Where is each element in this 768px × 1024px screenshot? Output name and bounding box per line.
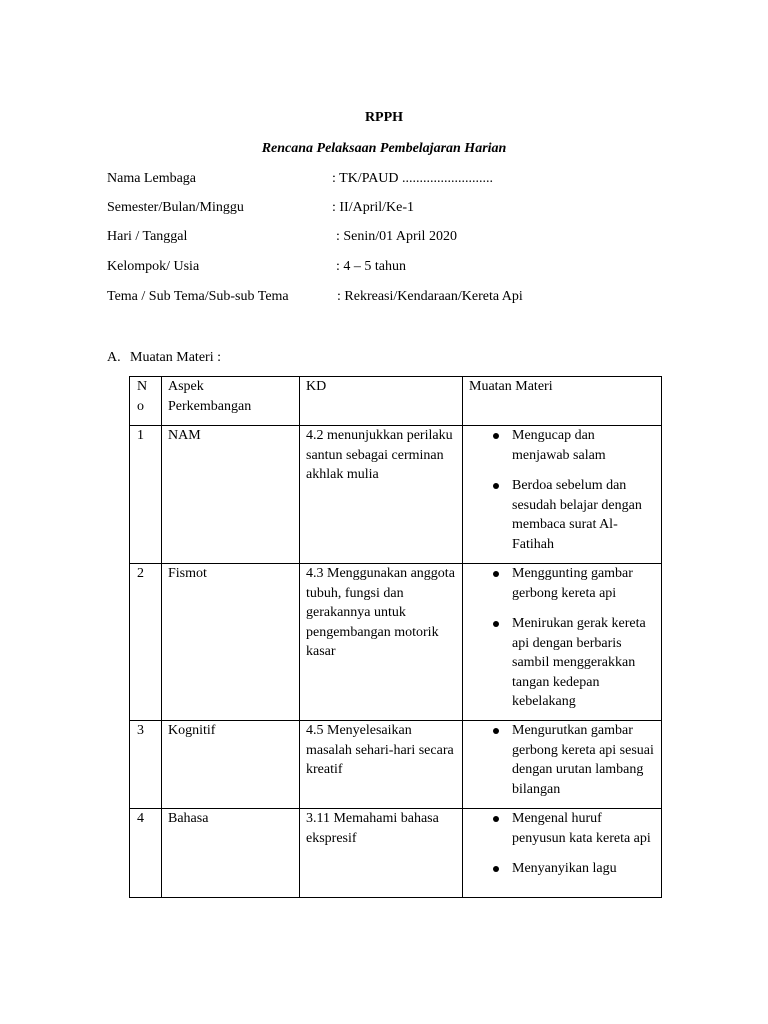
- cell-kd: 4.3 Menggunakan anggota tubuh, fungsi dan gerakannya untuk pengembangan motorik kasar: [300, 564, 463, 721]
- cell-materi: [463, 721, 662, 809]
- info-label: Tema / Sub Tema/Sub-sub Tema: [107, 289, 289, 304]
- cell-kd: 4.2 menunjukkan perilaku santun sebagai cerminan akhlak mulia: [300, 426, 463, 564]
- section-letter: A.: [107, 350, 121, 365]
- cell-materi: [463, 564, 662, 721]
- list-item: Menirukan gerak kereta api dengan berbaris sambil menggerakkan tangan kedepan kebelakang: [469, 614, 655, 712]
- info-label: Semester/Bulan/Minggu: [107, 200, 244, 215]
- list-item: Menggunting gambar gerbong kereta api: [469, 564, 655, 603]
- bullet-icon: [493, 728, 499, 734]
- muatan-materi-table: [129, 376, 662, 898]
- info-value: : 4 – 5 tahun: [336, 259, 406, 274]
- section-title: Muatan Materi :: [130, 350, 221, 365]
- list-item: Mengurutkan gambar gerbong kereta api sesuai dengan urutan lambang bilangan: [469, 721, 655, 799]
- table-row: [130, 426, 662, 564]
- list-item: Mengucap dan menjawab salam: [469, 426, 655, 465]
- bullet-icon: [493, 621, 499, 627]
- info-value: : Rekreasi/Kendaraan/Kereta Api: [337, 289, 523, 304]
- section-a-heading: [107, 348, 221, 368]
- cell-kd: 4.5 Menyelesaikan masalah sehari-hari secara kreatif: [300, 721, 463, 809]
- info-label: Nama Lembaga: [107, 171, 197, 186]
- cell-no: 1: [130, 426, 162, 564]
- cell-aspek: Bahasa: [162, 809, 300, 898]
- cell-no: 4: [130, 809, 162, 898]
- bullet-icon: [493, 433, 499, 439]
- table-header-row: [130, 377, 662, 426]
- info-label: Hari / Tanggal: [107, 229, 188, 244]
- bullet-icon: [493, 816, 499, 822]
- info-value: : II/April/Ke-1: [332, 200, 415, 215]
- cell-kd: 3.11 Memahami bahasa ekspresif: [300, 809, 463, 898]
- info-value: : Senin/01 April 2020: [336, 229, 457, 244]
- document-subtitle: Rencana Pelaksaan Pembelajaran Harian: [261, 141, 507, 156]
- cell-materi: [463, 426, 662, 564]
- bullet-icon: [493, 571, 499, 577]
- bullet-icon: [493, 866, 499, 872]
- list-item: Berdoa sebelum dan sesudah belajar dengan membaca surat Al-Fatihah: [469, 476, 655, 554]
- cell-aspek: Fismot: [162, 564, 300, 721]
- document-title: RPPH: [364, 110, 404, 125]
- table-row: [130, 809, 662, 898]
- cell-materi: [463, 809, 662, 898]
- header-muatan-materi: Muatan Materi: [463, 377, 662, 426]
- list-item: Menyanyikan lagu: [469, 859, 655, 879]
- table-row: [130, 721, 662, 809]
- header-kd: KD: [300, 377, 463, 426]
- header-no: N o: [130, 377, 162, 426]
- bullet-icon: [493, 483, 499, 489]
- cell-aspek: NAM: [162, 426, 300, 564]
- table-row: [130, 564, 662, 721]
- cell-aspek: Kognitif: [162, 721, 300, 809]
- info-label: Kelompok/ Usia: [107, 259, 200, 274]
- cell-no: 3: [130, 721, 162, 809]
- header-aspek: Aspek Perkembangan: [162, 377, 300, 426]
- info-value: : TK/PAUD ..........................: [332, 171, 494, 186]
- list-item: Mengenal huruf penyusun kata kereta api: [469, 809, 655, 848]
- cell-no: 2: [130, 564, 162, 721]
